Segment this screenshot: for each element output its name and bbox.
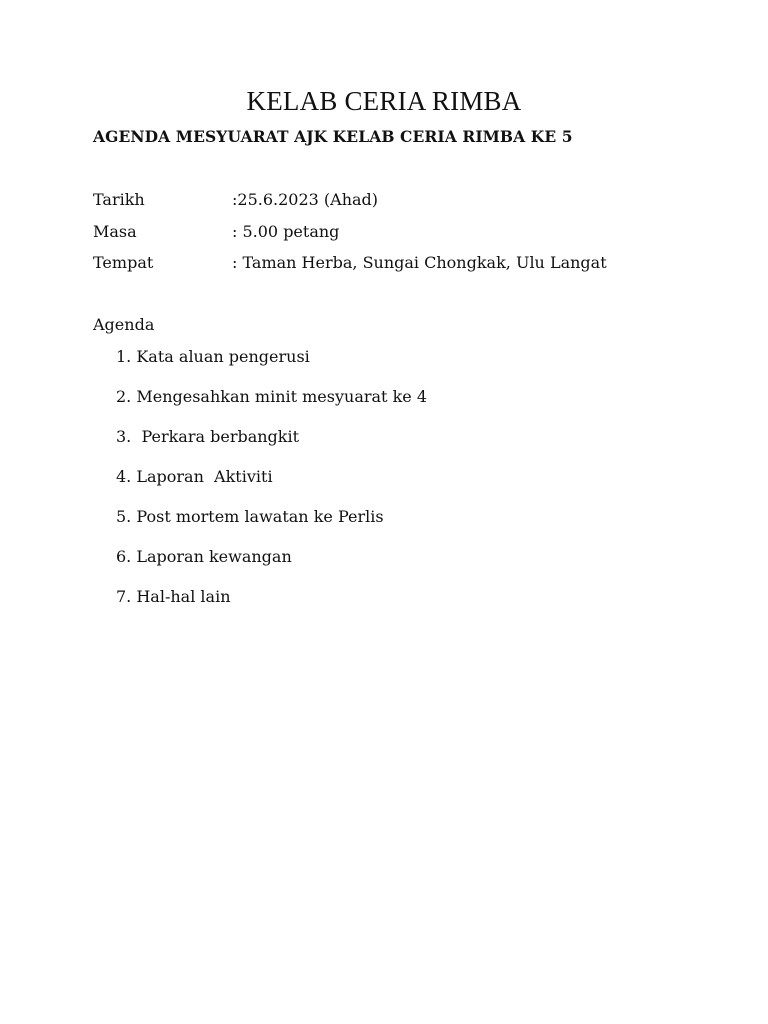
- list-item: 3. Perkara berbangkit: [116, 427, 300, 446]
- meta-row-tarikh: [93, 190, 713, 212]
- meta-value: : Taman Herba, Sungai Chongkak, Ulu Langat: [232, 253, 607, 272]
- list-item: 6. Laporan kewangan: [116, 547, 292, 566]
- meta-value: : 5.00 petang: [232, 222, 340, 241]
- meta-label: Masa: [93, 222, 137, 241]
- document-subtitle: AGENDA MESYUARAT AJK KELAB CERIA RIMBA KE 5: [93, 127, 573, 146]
- list-item: 4. Laporan Aktiviti: [116, 467, 273, 486]
- document-title: KELAB CERIA RIMBA: [246, 86, 522, 116]
- meta-label: Tarikh: [93, 190, 145, 209]
- meta-value: :25.6.2023 (Ahad): [232, 190, 379, 209]
- list-item: 5. Post mortem lawatan ke Perlis: [116, 507, 384, 526]
- list-item: 2. Mengesahkan minit mesyuarat ke 4: [116, 387, 427, 406]
- meta-row-masa: [93, 222, 713, 244]
- meta-row-tempat: [93, 253, 713, 275]
- agenda-list: [116, 346, 427, 626]
- meta-label: Tempat: [93, 253, 154, 272]
- list-item: 1. Kata aluan pengerusi: [116, 347, 310, 366]
- agenda-heading: Agenda: [93, 315, 155, 334]
- list-item: 7. Hal-hal lain: [116, 587, 231, 606]
